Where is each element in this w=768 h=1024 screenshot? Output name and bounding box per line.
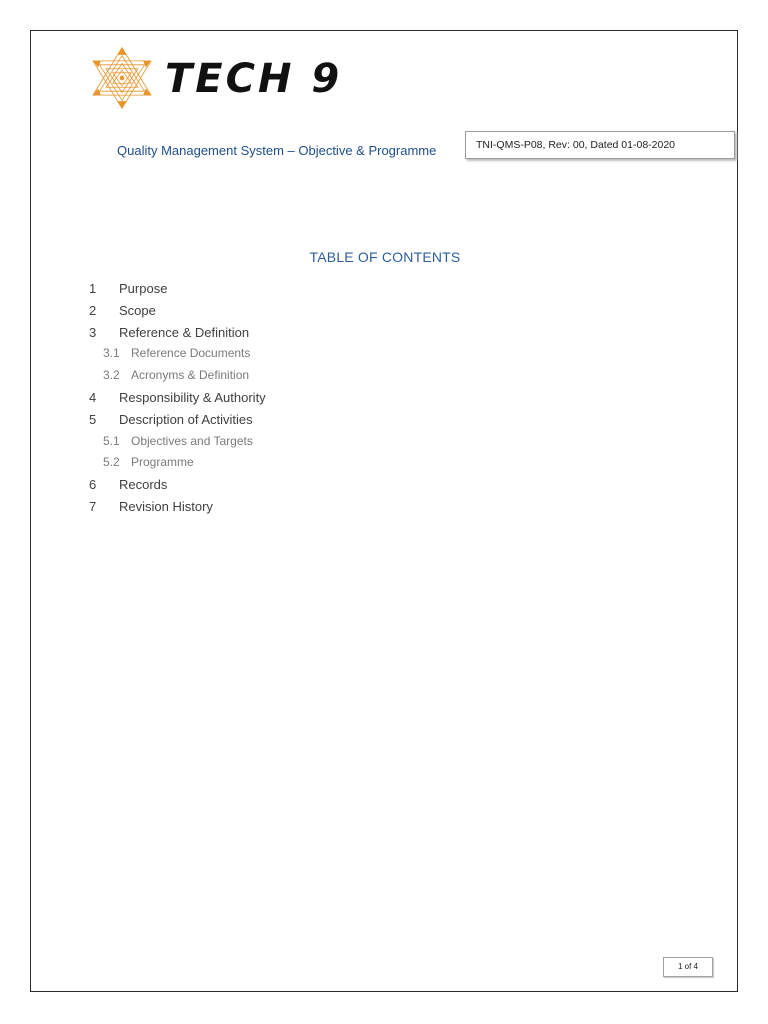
toc-entry-label: Objectives and Targets [131, 433, 253, 448]
toc-entry[interactable] [89, 477, 266, 499]
toc-entry-number: 5.1 [103, 433, 120, 448]
toc-entry[interactable] [89, 390, 266, 412]
toc-entry-number: 1 [89, 281, 97, 296]
toc-entry-number: 3.2 [103, 368, 120, 383]
toc-entry-label: Reference & Definition [119, 324, 250, 340]
toc-entry-number: 6 [89, 477, 97, 493]
toc-entry[interactable] [89, 434, 266, 456]
logo-wordmark: TECH 9 [165, 56, 343, 102]
toc-entry-label: Description of Activities [119, 411, 253, 427]
toc-entry[interactable] [89, 455, 266, 477]
toc-entry[interactable] [89, 499, 266, 521]
toc-entry-label: Acronyms & Definition [131, 368, 250, 383]
toc-entry[interactable] [89, 325, 266, 347]
page-number: 1 of 4 [663, 957, 713, 977]
document-reference: TNI-QMS-P08, Rev: 00, Dated 01-08-2020 [465, 131, 735, 159]
company-logo [89, 45, 342, 111]
sri-yantra-logo-icon [89, 45, 155, 111]
toc-entry-label: Responsibility & Authority [119, 389, 266, 405]
toc-entry-label: Reference Documents [131, 346, 251, 361]
toc-entry[interactable] [89, 346, 266, 368]
toc-entry-number: 4 [89, 389, 97, 405]
toc-entry[interactable] [89, 303, 266, 325]
toc-heading: TABLE OF CONTENTS [309, 249, 461, 265]
toc-entry-label: Scope [119, 302, 156, 318]
toc-entry-number: 7 [89, 498, 97, 514]
table-of-contents [89, 281, 266, 521]
toc-entry[interactable] [89, 368, 266, 390]
toc-entry[interactable] [89, 412, 266, 434]
document-page [30, 30, 738, 992]
toc-entry-label: Revision History [119, 498, 213, 514]
toc-entry-number: 3 [89, 324, 97, 340]
toc-entry-number: 5.2 [103, 455, 120, 470]
toc-entry-label: Purpose [119, 281, 168, 296]
toc-entry-number: 3.1 [103, 346, 120, 361]
document-title: Quality Management System – Objective & Programme [117, 143, 437, 158]
toc-entry-label: Programme [131, 455, 194, 470]
toc-entry-number: 2 [89, 302, 97, 318]
toc-entry-label: Records [119, 477, 168, 493]
toc-entry[interactable] [89, 281, 266, 303]
toc-entry-number: 5 [89, 411, 97, 427]
